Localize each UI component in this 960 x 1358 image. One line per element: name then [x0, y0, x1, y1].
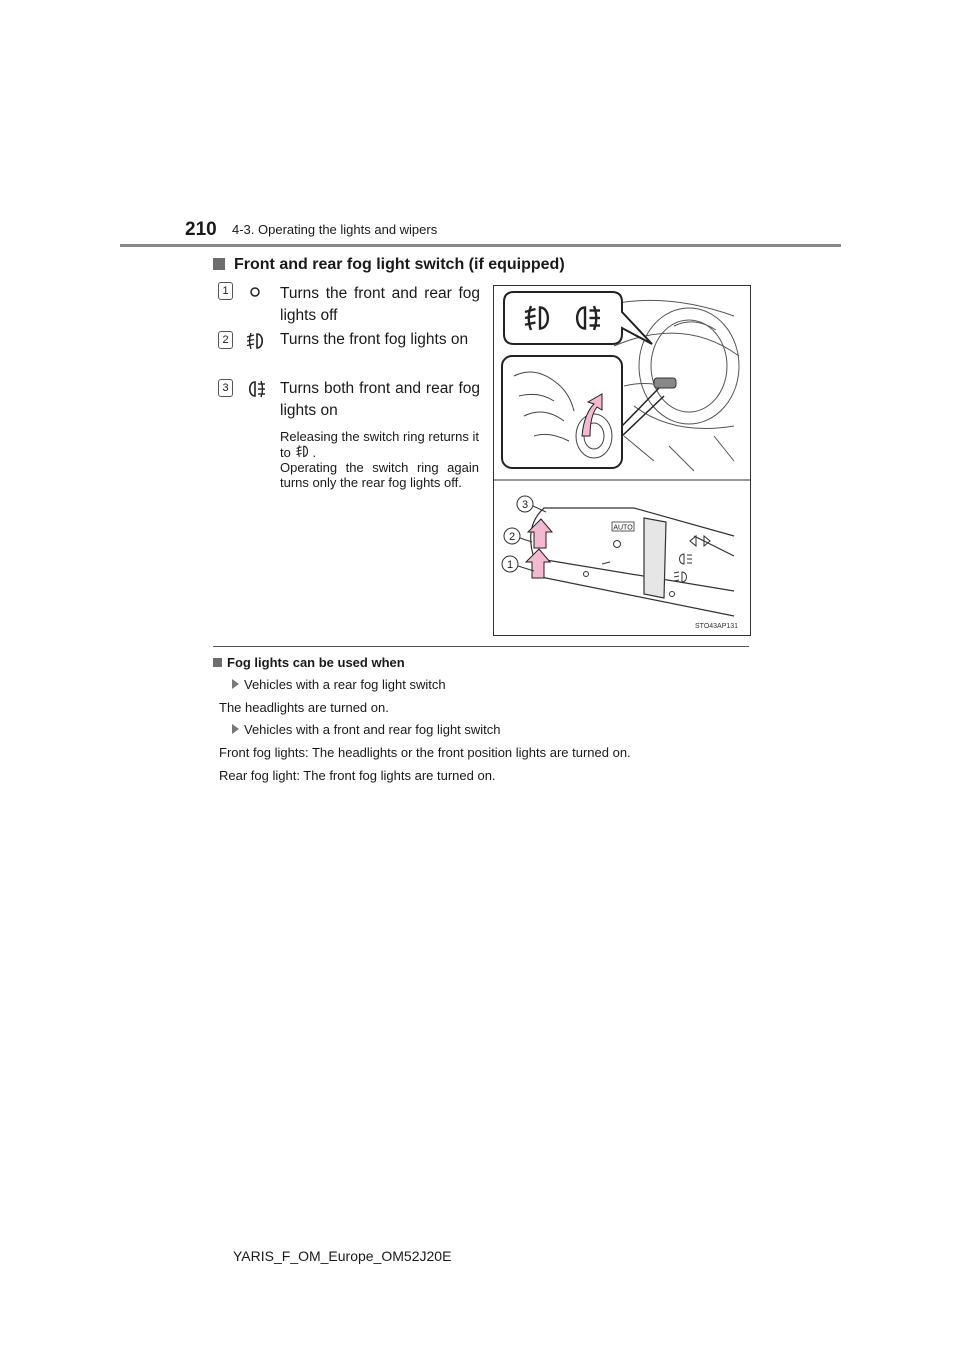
front-fog-light-icon — [245, 331, 267, 353]
lever-stalk — [654, 378, 676, 388]
item-3-text: Turns both front and rear fog lights on — [280, 380, 480, 419]
page-number: 210 — [185, 219, 217, 240]
section-rule — [213, 646, 749, 647]
triangle-bullet-icon — [232, 724, 239, 734]
bullet-front-rear-switch — [232, 722, 501, 737]
item-1-text: Turns the front and rear fog lights off — [280, 285, 480, 324]
note-second: Operating the switch ring again turns only the rear fog lights off. — [280, 460, 479, 490]
usage-heading — [213, 655, 405, 670]
usage-line-2: Front fog lights: The headlights or the front position lights are turned on. — [219, 745, 631, 760]
illustration-callout-3-label: 3 — [521, 499, 529, 511]
switch-ring — [644, 518, 666, 598]
illustration-callout-1-label: 1 — [506, 559, 514, 571]
square-bullet-icon — [213, 258, 225, 270]
bullet-rear-switch — [232, 677, 446, 692]
subheading-text: Front and rear fog light switch (if equipped) — [234, 256, 565, 273]
document-footer: YARIS_F_OM_Europe_OM52J20E — [233, 1248, 452, 1264]
callout-3: 3 — [218, 379, 233, 397]
header-rule — [120, 244, 841, 247]
illustration-drawing — [494, 286, 750, 635]
release-note — [280, 429, 479, 490]
arrow-up-position-2 — [526, 549, 550, 578]
illustration-callout-2 — [504, 528, 532, 544]
subheading — [213, 256, 565, 274]
fog-switch-illustration — [493, 285, 751, 636]
item-2-text: Turns the front fog lights on — [280, 331, 469, 348]
callout-2: 2 — [218, 331, 233, 349]
usage-heading-text: Fog lights can be used when — [227, 655, 405, 670]
headlight-position-icon — [614, 541, 621, 548]
usage-line-3: Rear fog light: The front fog lights are turned on. — [219, 768, 496, 783]
section-title: 4-3. Operating the lights and wipers — [232, 222, 438, 237]
note-before-icon: Releasing the switch ring returns it to — [280, 429, 479, 460]
illustration-callout-2-label: 2 — [508, 531, 516, 543]
bullet-front-rear-switch-text: Vehicles with a front and rear fog light switch — [244, 722, 501, 737]
callout-1: 1 — [218, 282, 233, 300]
illustration-code: STO43AP131 — [695, 623, 739, 630]
tail-light-icon — [602, 562, 610, 564]
off-circle-icon — [244, 283, 266, 305]
hand-inset — [502, 356, 622, 468]
square-bullet-icon — [213, 658, 222, 667]
auto-label: AUTO — [613, 524, 633, 532]
triangle-bullet-icon — [232, 679, 239, 689]
rear-fog-light-icon — [245, 379, 267, 401]
note-after-icon: . — [312, 445, 317, 460]
front-fog-light-icon — [294, 444, 312, 460]
bullet-rear-switch-text: Vehicles with a rear fog light switch — [244, 677, 446, 692]
illustration-callout-3 — [517, 496, 546, 512]
usage-line-1: The headlights are turned on. — [219, 700, 389, 715]
arrow-up-position-3 — [528, 519, 552, 548]
